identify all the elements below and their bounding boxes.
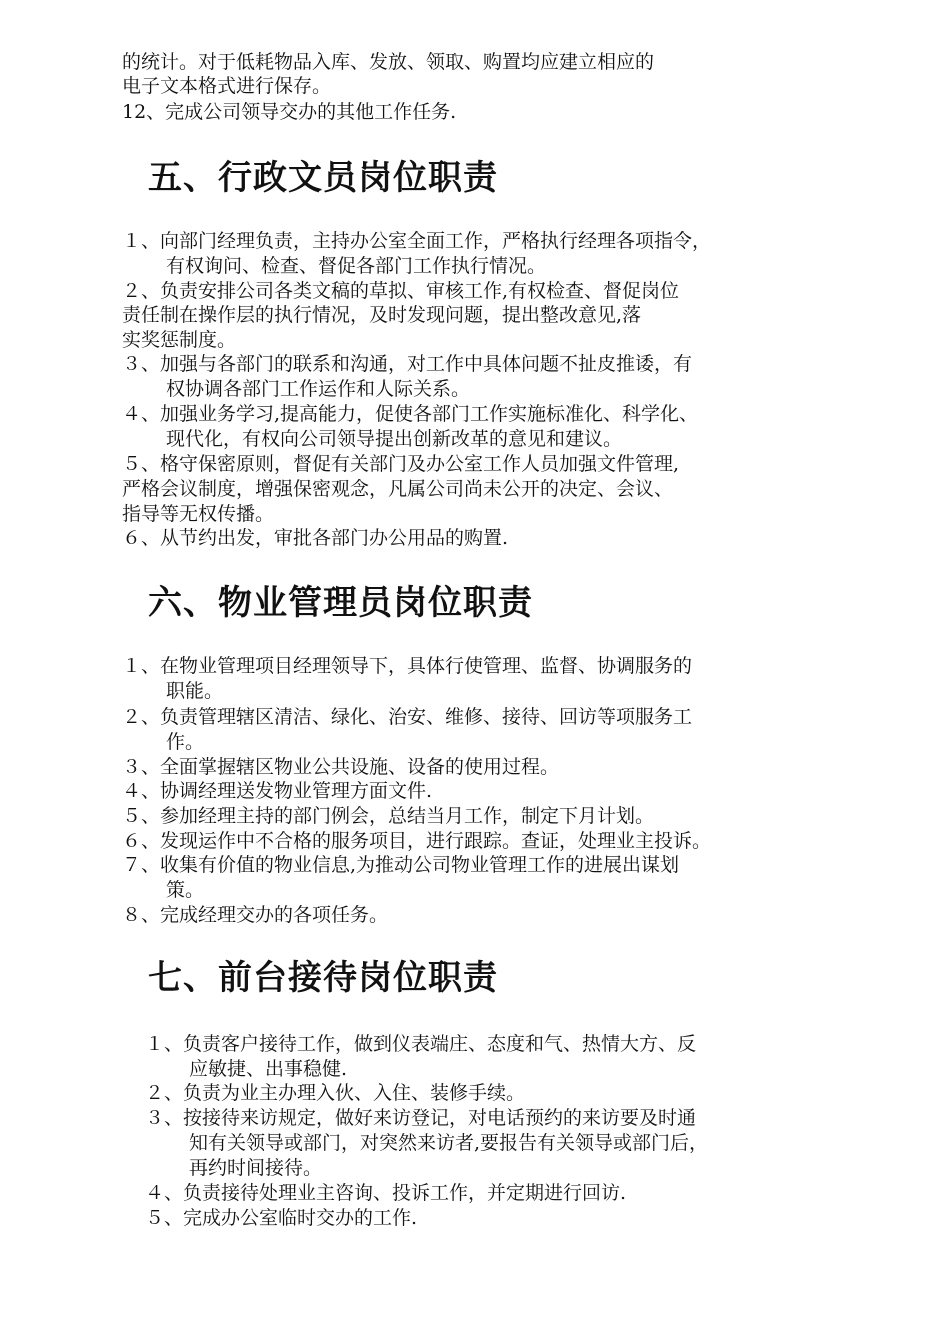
list-item-line: 有权询问、检查、督促各部门工作执行情况。 (166, 255, 547, 277)
list-item-line: 责任制在操作层的执行情况，及时发现问题，提出整改意见,落 (122, 304, 642, 326)
list-item-line: 应敏捷、出事稳健. (189, 1058, 348, 1080)
list-item-line: ６、发现运作中不合格的服务项目，进行跟踪。查证，处理业主投诉。 (122, 830, 712, 852)
list-item-line: ６、从节约出发，审批各部门办公用品的购置. (122, 527, 509, 549)
intro-line: 电子文本格式进行保存。 (122, 75, 332, 97)
list-item-line: ５、参加经理主持的部门例会，总结当月工作，制定下月计划。 (122, 805, 655, 827)
list-item-line: ３、按接待来访规定，做好来访登记，对电话预约的来访要及时通 (145, 1107, 697, 1129)
list-item-line: ２、负责安排公司各类文稿的草拟、审核工作,有权检查、督促岗位 (122, 280, 680, 302)
list-item-line: ８、完成经理交办的各项任务。 (122, 904, 389, 926)
list-item-line: 实奖惩制度。 (122, 329, 237, 351)
list-item-line: ３、全面掌握辖区物业公共设施、设备的使用过程。 (122, 756, 560, 778)
list-item-line: ２、负责为业主办理入伙、入住、装修手续。 (145, 1082, 526, 1104)
list-item-line: 严格会议制度，增强保密观念，凡属公司尚未公开的决定、会议、 (122, 478, 674, 500)
intro-line: 的统计。对于低耗物品入库、发放、领取、购置均应建立相应的 (122, 51, 655, 73)
list-item-line: １、在物业管理项目经理领导下，具体行使管理、监督、协调服务的 (122, 655, 693, 677)
list-item-line: ３、加强与各部门的联系和沟通，对工作中具体问题不扯皮推诿，有 (122, 353, 693, 375)
list-item-line: ４、协调经理送发物业管理方面文件. (122, 780, 433, 802)
list-item-line: １、负责客户接待工作，做到仪表端庄、态度和气、热情大方、反 (145, 1033, 697, 1055)
list-item-line: ２、负责管理辖区清洁、绿化、治安、维修、接待、回访等项服务工 (122, 706, 693, 728)
list-item-line: 再约时间接待。 (189, 1157, 323, 1179)
list-item-line: ５、完成办公室临时交办的工作. (145, 1207, 418, 1229)
list-item-line: 现代化，有权向公司领导提出创新改革的意见和建议。 (166, 428, 623, 450)
section-title: 七、前台接待岗位职责 (148, 958, 498, 998)
list-item-line: 知有关领导或部门，对突然来访者,要报告有关领导或部门后， (189, 1132, 709, 1154)
list-item-line: ７、收集有价值的物业信息,为推动公司物业管理工作的进展出谋划 (122, 854, 680, 876)
list-item-line: ４、加强业务学习,提高能力，促使各部门工作实施标准化、科学化、 (122, 403, 699, 425)
list-item-line: 指导等无权传播。 (122, 503, 275, 525)
section-title: 五、行政文员岗位职责 (148, 158, 498, 198)
list-item-line: ４、负责接待处理业主咨询、投诉工作，并定期进行回访. (145, 1182, 627, 1204)
list-item-line: 权协调各部门工作运作和人际关系。 (166, 378, 471, 400)
list-item-line: ５、格守保密原则，督促有关部门及办公室工作人员加强文件管理, (122, 453, 680, 475)
list-item-line: 策。 (166, 879, 205, 901)
list-item-line: 作。 (166, 731, 205, 753)
list-item-line: １、向部门经理负责，主持办公室全面工作，严格执行经理各项指令， (122, 230, 712, 252)
section-title: 六、物业管理员岗位职责 (148, 583, 533, 623)
list-item-line: 职能。 (166, 680, 224, 702)
intro-line: 12、完成公司领导交办的其他工作任务. (122, 101, 457, 123)
